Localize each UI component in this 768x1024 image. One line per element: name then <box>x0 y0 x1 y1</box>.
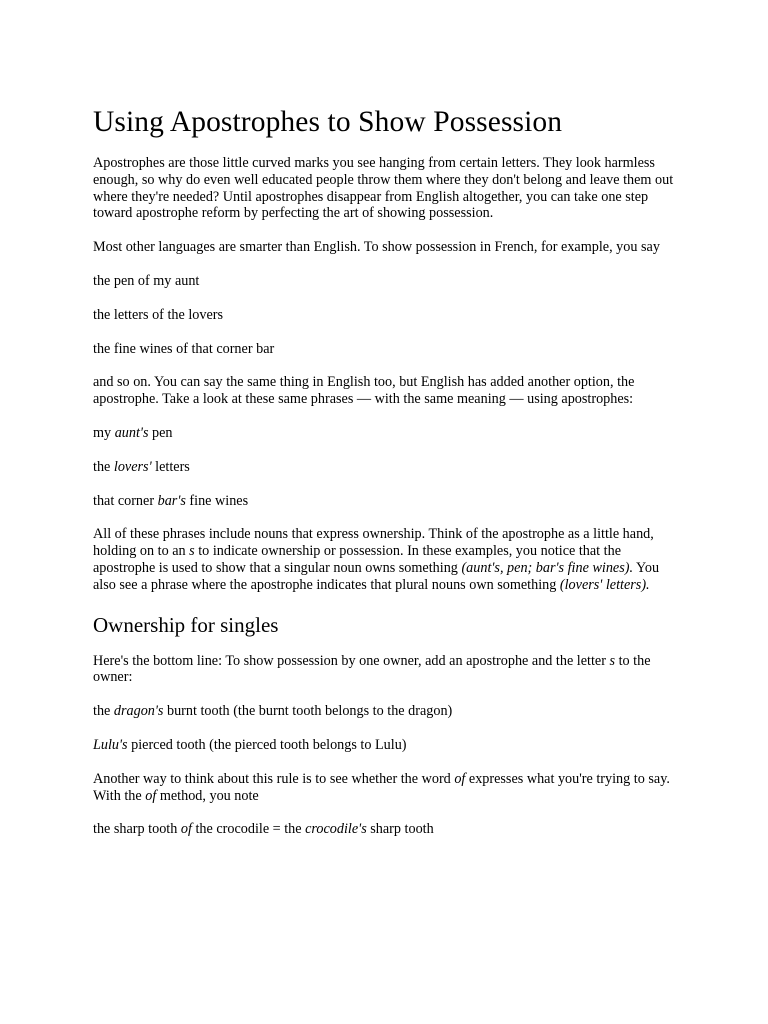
text-run: Here's the bottom line: To show possession by one owner, add an apostrophe and the letter <box>93 652 610 669</box>
text-run: expresses what you're trying to say. With the <box>93 770 670 804</box>
text-run: method, you note <box>156 787 259 804</box>
text-run: letters <box>151 458 190 475</box>
page-title: Using Apostrophes to Show Possession <box>93 106 563 138</box>
text-run: sharp tooth <box>366 821 434 838</box>
possessive-word: aunt's <box>114 424 149 441</box>
english-option-paragraph: and so on. You can say the same thing in English too, but English has added another option, the apostrophe. Take a look at these same phrases — with the same meaning — using apostrophes: <box>93 374 635 408</box>
text-run: the <box>93 703 114 720</box>
italic-run: (aunt's, pen; bar's fine wines). <box>461 559 634 576</box>
italic-run: s <box>189 543 195 560</box>
explanation-paragraph <box>93 526 675 593</box>
possessive-word: bar's <box>157 492 186 509</box>
italic-run: of <box>180 821 192 838</box>
apostrophe-example-1 <box>93 425 675 442</box>
italic-run: of <box>454 770 466 787</box>
intro-paragraph: Apostrophes are those little curved marks you see hanging from certain letters. They look harmless enough, so why do even well educated people throw them where they don't belong and leave them out where they're needed? Until apostrophes disappear from English altogether, you can take one step toward apostrophe reform by perfecting the art of showing possession. <box>93 155 674 222</box>
text-run: the crocodile = the <box>191 821 306 838</box>
possessive-word: lovers' <box>113 458 152 475</box>
possessive-word: Lulu's <box>93 736 128 753</box>
text-run: You also see a phrase where the apostrophe indicates that plural nouns own something <box>93 559 660 593</box>
text-run: pen <box>148 424 173 441</box>
apostrophe-example-3 <box>93 493 675 510</box>
text-run: that corner <box>93 492 158 509</box>
apostrophe-example-2 <box>93 459 675 476</box>
section-heading-singles: Ownership for singles <box>93 612 279 637</box>
possessive-word: dragon's <box>113 703 164 720</box>
italic-run: s <box>609 652 616 669</box>
text-run: All of these phrases include nouns that express ownership. Think of the apostrophe as a little hand, holding on to an <box>93 526 654 560</box>
dragon-example <box>93 703 675 720</box>
text-run: burnt tooth (the burnt tooth belongs to the dragon) <box>163 703 453 720</box>
possessive-word: crocodile's <box>305 821 367 838</box>
italic-run: of <box>145 787 157 804</box>
languages-paragraph: Most other languages are smarter than English. To show possession in French, for example, you say <box>93 239 660 256</box>
text-run: the <box>93 458 114 475</box>
text-run: pierced tooth (the pierced tooth belongs to Lulu) <box>127 736 407 753</box>
bottom-line-paragraph <box>93 653 675 687</box>
of-rule-paragraph <box>93 771 675 805</box>
text-run: Another way to think about this rule is to see whether the word <box>93 770 455 787</box>
example-pen: the pen of my aunt <box>93 272 200 289</box>
text-run: fine wines <box>185 492 249 509</box>
lulu-example <box>93 737 675 754</box>
example-letters: the letters of the lovers <box>93 306 224 323</box>
crocodile-example <box>93 821 675 838</box>
text-run: my <box>93 424 115 441</box>
example-wines: the fine wines of that corner bar <box>93 340 275 357</box>
italic-run: (lovers' letters). <box>559 576 650 593</box>
text-run: to the owner: <box>93 652 651 686</box>
text-run: the sharp tooth <box>93 821 181 838</box>
text-run: to indicate ownership or possession. In these examples, you notice that the apostrophe is used to show that a singular noun owns something <box>93 543 622 576</box>
